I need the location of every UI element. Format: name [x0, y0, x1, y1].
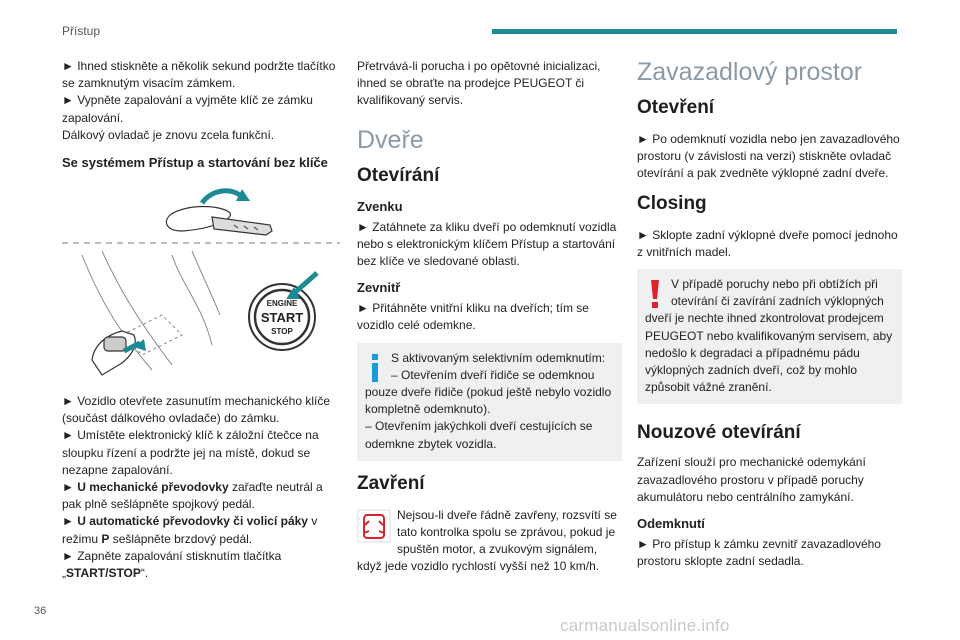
section-header: Přístup — [62, 24, 101, 38]
paragraph: ► Pro přístup k zámku zevnitř zavazadlového prostoru sklopte zadní sedadla. — [637, 537, 881, 569]
paragraph: ► Zatáhnete za kliku dveří po odemknutí vozidla nebo s elektronickým klíčem Přístup a startování bez klíče ve sledované oblasti. — [357, 219, 617, 269]
door-open-warning-lamp-icon — [357, 509, 391, 543]
heading-doors: Dveře — [357, 125, 424, 154]
note-text: V případě poruchy nebo při obtížích při otevírání či zavírání zadních výklopných dveří je nechte ihned zkontrolovat prodejcem PEUGEOT nebo kvalifikovaným servisem, aby nedošlo k degradaci a případnému pádu výklopných zadních dveří, což by mohlo způsobit vážné zranění. — [645, 277, 893, 395]
note-text: – Otevřením dveří řidiče se odemknou pouze dveře řidiče (pokud ještě nebylo vozidlo kompletně odemknuto). — [365, 367, 612, 417]
heading-outside: Zvenku — [357, 198, 403, 214]
paragraph: Dálkový ovladač je znovu zcela funkční. — [62, 127, 275, 142]
paragraph: ► Ihned stiskněte a několik sekund podržte tlačítko se zamknutým visacím zámkem. — [62, 59, 336, 91]
start-stop-button-icon — [249, 284, 315, 350]
warning-exclamation-icon — [645, 278, 665, 310]
info-note — [357, 343, 622, 461]
column-middle — [357, 58, 622, 576]
heading-boot: Zavazadlový prostor — [637, 58, 863, 86]
header-accent-bar — [492, 29, 897, 34]
paragraph: ► Po odemknutí vozidla nebo jen zavazadlového prostoru (v závislosti na verzi) stiskněte ovladač otevírání a pak zvedněte výklopné zadní dveře. — [637, 132, 900, 181]
paragraph: Zařízení slouží pro mechanické odemykání zavazadlového prostoru v případě poruchy akumulátoru nebo centrálního zamykání. — [637, 455, 866, 504]
heading-closing-boot: Closing — [637, 192, 707, 214]
watermark: carmanualsonline.info — [560, 616, 730, 635]
arrow-icon — [202, 191, 242, 203]
paragraph: Přetrvává-li porucha i po opětovné inicializaci, ihned se obraťte na prodejce PEUGEOT či kvalifikovaný servis. — [357, 59, 601, 108]
column-left — [62, 58, 340, 582]
note-text: S aktivovaným selektivním odemknutím: — [391, 350, 606, 365]
note-text: – Otevřením jakýchkoli dveří cestujících se odemkne zbytek vozidla. — [365, 419, 593, 451]
closing-warning-block — [357, 507, 622, 576]
heading-open: Otevření — [637, 97, 715, 118]
heading-unlock: Odemknutí — [637, 516, 705, 532]
key-fob-icon — [166, 207, 272, 236]
button-label-stop: STOP — [271, 327, 293, 337]
paragraph: Nejsou-li dveře řádně zavřeny, rozsvítí se tato kontrolka spolu se zprávou, pokud je spuštěn motor, a zvukovým signálem, když jede vozidlo rychlostí vyšší než 10 km/h. — [357, 507, 617, 574]
paragraph: ► Sklopte zadní výklopné dveře pomocí jednoho z vnitřních madel. — [637, 227, 898, 259]
paragraph: ► Přitáhněte vnitřní kliku na dveřích; tím se vozidlo celé odemkne. — [357, 301, 589, 333]
button-label-start: START — [260, 310, 304, 326]
paragraph: „START/STOP“. — [62, 566, 149, 581]
keyless-start-illustration — [62, 185, 340, 380]
paragraph: ► Vozidlo otevřete zasunutím mechanického klíče (součást dálkového ovladače) do zámku. — [62, 394, 331, 426]
column-right — [637, 58, 902, 570]
button-label-engine: ENGINE — [266, 299, 298, 309]
paragraph: ► U automatické převodovky či volicí páky v režimu P sešlápněte brzdový pedál. — [62, 514, 318, 546]
heading-closing: Zavření — [357, 472, 425, 494]
info-icon — [365, 352, 385, 384]
page-number: 36 — [34, 605, 47, 617]
hand-with-key-icon — [92, 331, 135, 375]
paragraph: ► Umístěte elektronický klíč k záložní čtečce na sloupku řízení a podržte jej na místě, dokud se nezapne zapalování. — [62, 428, 319, 477]
paragraph: ► Vypněte zapalování a vyjměte klíč ze zámku zapalování. — [62, 93, 313, 125]
warning-note — [637, 269, 902, 404]
paragraph: ► U mechanické převodovky zařaďte neutrál a pak plně sešlápněte spojkový pedál. — [62, 480, 323, 512]
heading-emergency: Nouzové otevírání — [637, 422, 801, 444]
heading-inside: Zevnitř — [357, 280, 401, 296]
heading-opening: Otevírání — [357, 164, 440, 186]
subheading-keyless: Se systémem Přístup a startování bez klíče — [62, 155, 328, 171]
paragraph: ► Zapněte zapalování stisknutím tlačítka — [62, 548, 282, 563]
